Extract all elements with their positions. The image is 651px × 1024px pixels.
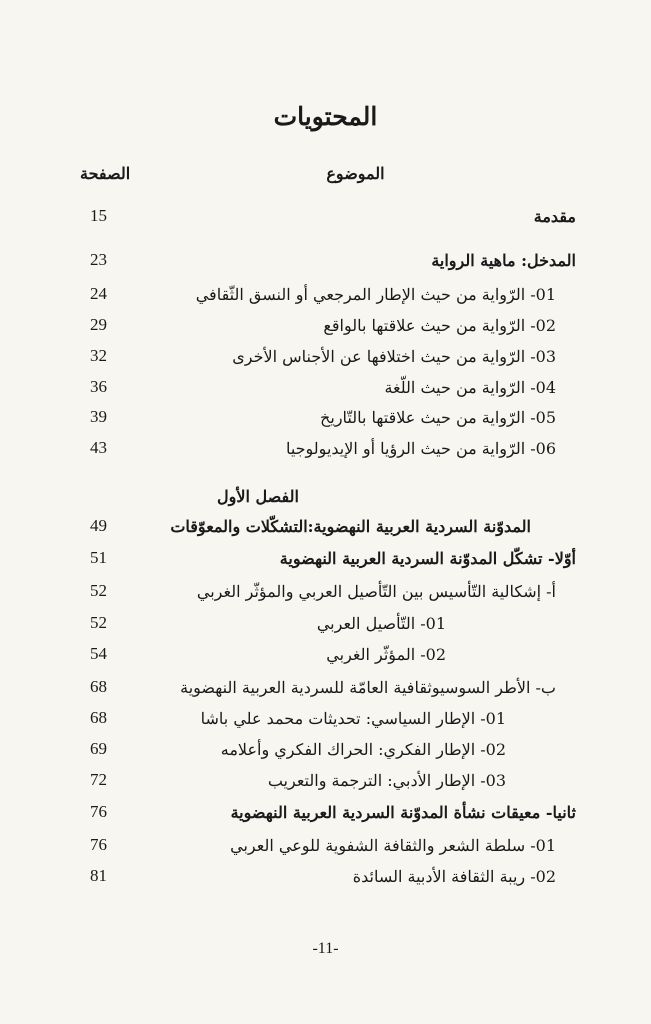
toc-row [90, 862, 576, 890]
toc-entry-text: 01- الإطار السياسي: تحديثات محمد علي باشا [200, 708, 506, 728]
toc-entry-text: 03- الإطار الأدبي: الترجمة والتعريب [267, 770, 506, 790]
toc-page-number: 52 [90, 581, 107, 600]
chapter-title: الفصل الأول [217, 486, 299, 506]
column-header-page: الصفحة [80, 164, 131, 183]
toc-page-number: 81 [90, 866, 107, 885]
toc-page-number: 76 [90, 802, 107, 821]
toc-row [90, 202, 576, 230]
toc-row [90, 798, 576, 826]
toc-entry-text: 02- الرّواية من حيث علاقتها بالواقع [323, 315, 556, 335]
toc-page-number: 23 [90, 250, 107, 269]
chapter-heading [90, 482, 576, 510]
toc-page-number: 43 [90, 438, 107, 457]
toc-entry-text: 01- الرّواية من حيث الإطار المرجعي أو النسق الثّقافي [195, 284, 556, 304]
toc-page-number: 52 [90, 613, 107, 632]
toc-row [90, 704, 576, 732]
toc-page-number: 69 [90, 739, 107, 758]
toc-page-number: 36 [90, 377, 107, 396]
toc-row [90, 766, 576, 794]
page-number-footer: -11- [312, 940, 339, 957]
toc-entry-text: المدخل: ماهية الرواية [431, 250, 576, 270]
toc-entry-text: 04- الرّواية من حيث اللّغة [384, 377, 556, 397]
toc-entry-text: 05- الرّواية من حيث علاقتها بالتّاريخ [320, 407, 556, 427]
column-header-topic: الموضوع [326, 164, 385, 183]
toc-page-number: 49 [90, 516, 107, 535]
toc-page-number: 72 [90, 770, 107, 789]
toc-entry-text: 01- سلطة الشعر والثقافة الشفوية للوعي العربي [230, 835, 556, 855]
toc-entry-text: 03- الرّواية من حيث اختلافها عن الأجناس الأخرى [232, 346, 556, 366]
toc-page-number: 51 [90, 548, 107, 567]
page-title: المحتويات [273, 102, 378, 131]
toc-row [90, 246, 576, 274]
toc-page-number: 24 [90, 284, 107, 303]
toc-entry-text: 02- الإطار الفكري: الحراك الفكري وأعلامه [220, 739, 506, 759]
toc-entry-text: المدوّنة السردية العربية النهضوية:التشكّلات والمعوّقات [170, 516, 531, 536]
toc-row [90, 434, 576, 462]
toc-entry-text: أ- إشكالية التّأسيس بين التّأصيل العربي والمؤثّر الغربي [196, 581, 556, 601]
toc-row [90, 577, 576, 605]
toc-page-number: 54 [90, 644, 107, 663]
toc-entry-text: ب- الأطر السوسيوثقافية العامّة للسردية العربية النهضوية [180, 677, 556, 697]
toc-page-number: 32 [90, 346, 107, 365]
toc-entry-text: 01- التّأصيل العربي [316, 613, 446, 633]
toc-row [90, 311, 576, 339]
toc-page-number: 76 [90, 835, 107, 854]
toc-row [90, 280, 576, 308]
toc-row [90, 403, 576, 431]
toc-row [90, 673, 576, 701]
toc-page-number: 68 [90, 677, 107, 696]
toc-entry-text: 02- ريبة الثقافة الأدبية السائدة [352, 866, 556, 886]
toc-row [90, 373, 576, 401]
toc-page-number: 15 [90, 206, 107, 225]
toc-entry-text: أوّلا- تشكّل المدوّنة السردية العربية النهضوية [279, 548, 576, 568]
toc-row [90, 342, 576, 370]
toc-page-number: 68 [90, 708, 107, 727]
toc-row [90, 735, 576, 763]
toc-row [90, 640, 576, 668]
toc-entry-text: ثانيا- معيقات نشأة المدوّنة السردية العربية النهضوية [230, 802, 576, 822]
toc-page-number: 29 [90, 315, 107, 334]
toc-row [90, 544, 576, 572]
toc-row [90, 512, 576, 540]
toc-page-number: 39 [90, 407, 107, 426]
toc-entry-text: مقدمة [533, 206, 576, 226]
toc-row [90, 831, 576, 859]
toc-row [90, 609, 576, 637]
toc-entry-text: 06- الرّواية من حيث الرؤيا أو الإيديولوجيا [285, 438, 556, 458]
toc-entry-text: 02- المؤثّر الغربي [326, 644, 446, 664]
